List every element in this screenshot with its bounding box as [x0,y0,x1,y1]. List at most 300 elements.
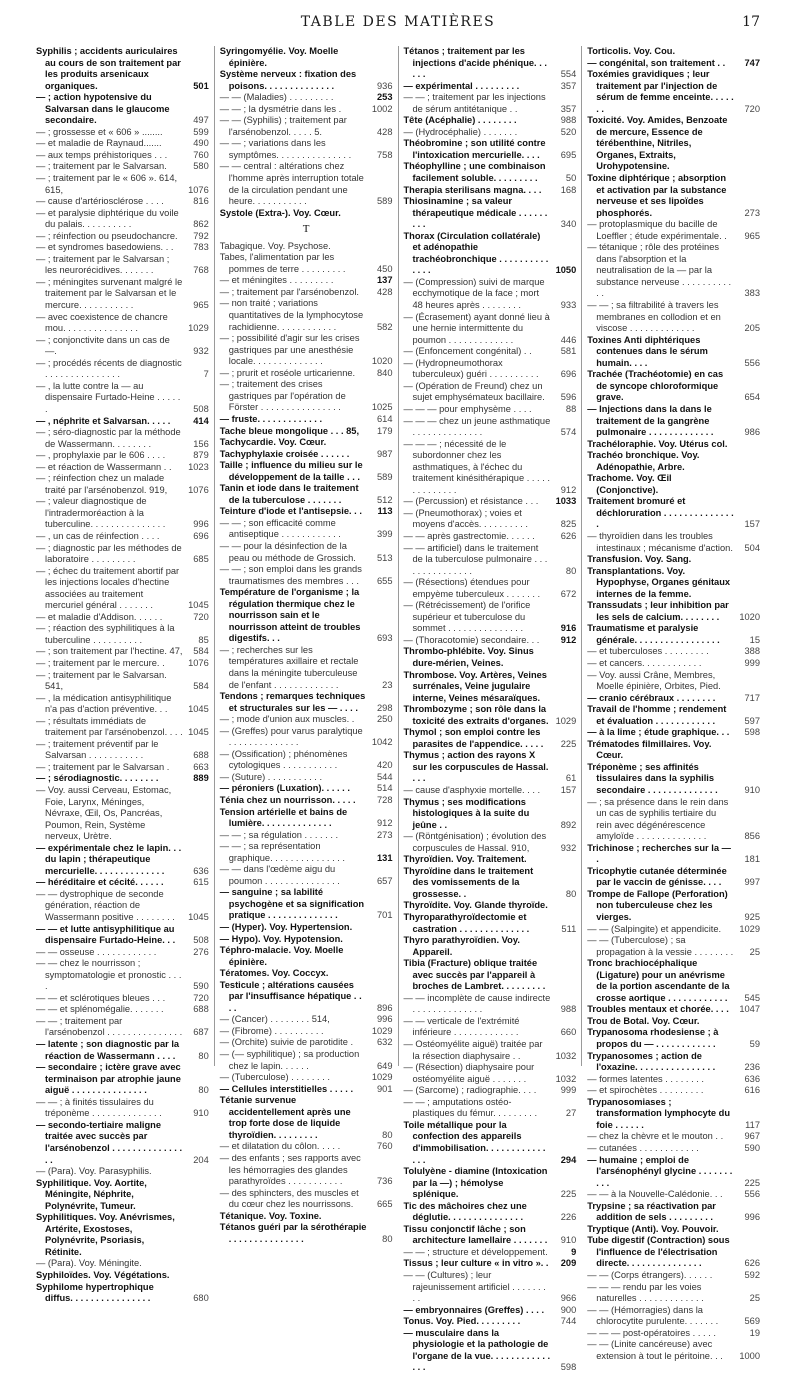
entry-page-number: 747 [744,57,760,68]
index-entry [404,531,577,543]
entry-page-number: 590 [744,1142,760,1153]
entry-page-number: 988 [560,115,577,126]
index-entry [36,773,209,785]
index-entry [36,161,209,173]
entry-page-number: 117 [745,1119,760,1130]
entry-text: Tache bleue mongolique . . . 85, [219,425,360,436]
index-entry [36,254,209,277]
index-entry [587,404,760,439]
index-entry [404,1328,577,1374]
index-entry [587,58,760,70]
entry-text: Syphiloïdes. Voy. Végétations. [36,1269,170,1280]
entry-page-number: 660 [560,1027,577,1038]
index-entry [36,924,209,947]
index-entry [36,947,209,959]
entry-text: — (Compression) suivi de marque ecchymotique de la face ; mort 48 heures après . . . . . . . . [403,276,545,311]
entry-page-number: 294 [560,1154,577,1165]
entry-text: Thrombose. Voy. Artères, Veines surrénales, Veine jugulaire interne, Veines mésaraïques. [403,669,547,703]
entry-page-number: 556 [744,1189,760,1200]
index-entry [220,587,393,645]
entry-page-number: 892 [560,819,577,830]
entry-page-number: 582 [376,321,393,332]
entry-page-number: 736 [376,1176,393,1187]
index-entry [587,843,760,866]
entry-page-number: 768 [193,265,209,276]
index-entry [404,416,577,439]
entry-text: — (Tuberculose) . . . . . . . . [219,1072,330,1083]
index-entry [220,645,393,691]
index-entry [36,1258,209,1270]
index-entry [220,1026,393,1038]
entry-text: — ; mode d'union aux muscles. . [219,714,355,725]
entry-text: — — pour la désinfection de la peau ou méthode de Grossich. [219,540,356,563]
index-entry [587,369,760,404]
index-entry [587,1143,760,1155]
entry-text: — Hypo). Voy. Hypotension. [219,933,343,944]
entry-text: Tétanie survenue accidentellement après une trop forte dose de liquide thyroïdien. . . . . . . . . [219,1095,351,1140]
entry-text: Tricophytie cutanée déterminée par le vaccin de génisse. . . . [587,865,727,888]
entry-text: — (Percussion) et résistance . . . [403,496,539,507]
entry-text: Travail de l'homme ; rendement et évaluation . . . . . . . . . . . . [587,704,727,726]
index-entry [404,1016,577,1039]
index-entry [587,935,760,958]
entry-page-number: 584 [193,646,209,657]
entry-page-number: 27 [565,1108,577,1119]
entry-text: — (Rétrécissement) de l'orifice supérieur et tuberculose du sommet . . . . . . . . . . . . . . . [403,600,531,634]
index-entry [220,1211,393,1223]
index-entry [220,980,393,1015]
entry-text: — latente ; son diagnostic par la réaction de Wassermann . . . . [36,1039,180,1061]
entry-page-number: 450 [376,263,393,274]
entry-text: Thiosinamine ; sa valeur thérapeutique médicale . . . . . . . . . [403,196,548,230]
index-entry [404,1085,577,1097]
entry-text: Thymol ; son emploi contre les parasites de l'appendice. . . . . [403,727,544,749]
entry-page-number: 420 [376,760,393,771]
entry-page-number: 225 [560,738,577,749]
entry-text: — — (Cultures) ; leur rajeunissement artificiel . . . . . . . . . [403,1269,546,1304]
entry-text: — formes latentes . . . . . . . . [587,1073,705,1084]
entry-page-number: 728 [376,795,393,805]
entry-page-number: 632 [376,1037,393,1048]
entry-text: — (Para). Voy. Méningite. [36,1258,142,1269]
index-entry [404,704,577,727]
entry-page-number: 226 [560,1212,577,1223]
entry-page-number: 545 [744,992,760,1003]
entry-text: Tendons ; remarques techniques et structurales sur les — . . . . [219,691,366,713]
entry-page-number: 996 [376,1014,393,1025]
entry-text: — tétanique ; rôle des protéines dans l'absorption et la neutralisation de la — par la substance nerveuse . . . . . . . . . . . . [587,242,732,299]
entry-page-number: 574 [560,427,577,438]
index-entry [220,714,393,726]
entry-page-number: 1025 [371,402,393,413]
section-letter: T [302,223,310,236]
index-entry [36,1062,209,1097]
index-entry [587,704,760,727]
entry-text: — — après gastrectomie. . . . . . [403,530,535,541]
entry-text: — ; échec du traitement abortif par les injections locales d'hectine associées au traitement mercuriel général . . . . . . . [36,565,180,611]
entry-page-number: 685 [193,554,209,565]
entry-page-number: 649 [376,1060,393,1071]
entry-page-number: 113 [377,506,393,517]
index-entry [404,854,577,866]
index-entry [404,993,577,1016]
entry-text: — — ; sa représentation graphique. . . . . . . . . . . . . . . [219,841,346,863]
entry-text: — — ; son emploi dans les grands traumatismes des membres . . . [219,564,362,586]
entry-text: — héréditaire et cécité. . . . . . [36,877,164,888]
entry-text: — ; son traitement par l'hectine. 47, [36,646,183,657]
index-entry [587,866,760,889]
index-entry [587,300,760,335]
index-entry [587,566,760,601]
entry-page-number: 792 [193,230,209,241]
index-entry [220,483,393,506]
index-entry [587,1051,760,1074]
index-entry [587,646,760,658]
entry-page-number: 1047 [739,1004,760,1015]
index-entry [36,496,209,531]
entry-page-number: 19 [749,1327,760,1338]
entry-page-number: 497 [193,115,209,126]
index-entry [220,449,393,461]
entry-text: Thrombozyme ; son rôle dans la toxicité des extraits d'organes. [403,704,549,726]
index-column-4 [581,46,760,1361]
index-entry [404,866,577,901]
entry-text: — (Hydrocéphalie) . . . . . . . [403,126,518,137]
entry-text: Téphro-malacie. Voy. Moelle épinière. [219,945,344,967]
index-entry [587,496,760,531]
entry-text: — et dilatation du côlon. . . . . [219,1141,341,1152]
entry-page-number: 80 [198,1050,209,1061]
entry-text: — secondo-tertiaire maligne traitée avec succès par l'arsénobenzol . . . . . . . . . . . . . . . . [36,1119,183,1165]
entry-text: — — ; à finités tissulaires du tréponème . . . . . . . . . . . . . . [36,1096,162,1119]
entry-text: Trachéo bronchique. Voy. Adénopathie, Arbre. [587,450,700,472]
entry-page-number: 15 [749,634,760,645]
entry-page-number: 61 [565,773,577,784]
index-entry [220,691,393,714]
entry-page-number: 720 [193,992,209,1003]
index-entry [587,1282,760,1305]
index-entry [36,623,209,646]
entry-page-number: 933 [560,300,577,311]
entry-text: Trompe de Fallope (Perforation) non tuberculeuse chez les vierges. [587,888,728,923]
entry-text: Traitement bromuré et déchloruration . . . . . . . . . . . . . . . [587,496,734,530]
entry-page-number: 383 [744,288,760,299]
entry-text: — et tuberculoses . . . . . . . . . [587,646,709,657]
entry-page-number: 1002 [371,103,393,114]
entry-text: — sanguine ; sa labilité psychogène et sa signification pratique . . . . . . . . . . . . . . [219,887,365,921]
entry-page-number: 840 [376,367,393,378]
index-entry [404,1120,577,1166]
entry-page-number: 157 [744,519,760,530]
index-entry [36,462,209,474]
index-entry [404,543,577,578]
entry-page-number: 428 [376,286,393,297]
entry-text: — (Thoracotomie) secondaire. . . [403,634,540,645]
entry-page-number: 744 [560,1316,577,1327]
index-entry [220,115,393,138]
index-entry [220,460,393,483]
index-columns [36,46,760,1373]
entry-text: — ; conjonctivite dans un cas de —. [36,334,170,357]
entry-text: — ; réaction des syphilitiques à la tuberculine . . . . . . . . . . [36,623,175,645]
entry-text: — et maladie d'Addison. . . . . . [36,611,163,622]
entry-page-number: 987 [376,448,393,459]
entry-page-number: 693 [376,633,393,644]
entry-text: — Voy. aussi Crâne, Membres, Moelle épinière, Orbites, Pied. [587,669,721,692]
index-entry [587,1270,760,1282]
entry-text: Thymus ; ses modifications histologiques à la suite du jeûne . . [403,796,530,830]
entry-page-number: 1029 [739,923,760,934]
index-entry [220,208,393,220]
entry-text: Température de l'organisme ; la régulation thermique chez le nourrisson sain et le nourrisson atteint de troubles digestifs. . . [219,587,361,644]
entry-text: — (Fibrome) . . . . . . . . . . [219,1025,324,1036]
entry-text: Syphilis ; accidents auriculaires au cours de son traitement par les produits arsenicaux organiques. [36,46,181,91]
entry-text: — musculaire dans la physiologie et la pathologie de l'organe de la vue. . . . . . . . . . . . . . . [403,1327,551,1373]
index-entry [587,1339,760,1362]
index-entry [36,543,209,566]
entry-page-number: 23 [382,679,393,690]
entry-text: Trachée (Trachéotomie) en cas de syncope chloroformique grave. [587,369,724,403]
entry-text: — , prophylaxie par le 606 . . . . [36,450,166,461]
index-entry [36,150,209,162]
entry-text: Tanin et iode dans le traitement de la tuberculose . . . . . . . [219,483,359,505]
entry-text: Syringomyélie. Voy. Moelle épinière. [219,46,339,68]
entry-page-number: 157 [560,785,577,795]
entry-page-number: 1032 [555,1073,577,1084]
entry-page-number: 80 [382,1129,393,1140]
entry-text: — (Greffes) pour varus paralytique . . . . . . . . . . . . . . [219,725,363,748]
index-entry [587,1027,760,1050]
index-entry [587,623,760,646]
entry-text: — thyroïdien dans les troubles intestinaux ; mécanisme d'action. [587,530,733,553]
entry-text: Thyroïdite. Voy. Glande thyroïde. [403,900,548,911]
entry-text: — fruste. . . . . . . . . . . . . [219,413,323,424]
entry-text: — Injections dans la dans le traitement de la gangrène pulmonaire . . . . . . . . . . . . . [587,403,714,438]
entry-page-number: 508 [193,403,209,414]
index-entry [587,693,760,705]
index-entry [587,1305,760,1328]
index-entry [220,92,393,104]
entry-page-number: 357 [560,103,577,114]
entry-page-number: 544 [376,771,393,782]
entry-text: — — dystrophique de seconde génération, réaction de Wassermann positive . . . . . . . . [36,888,175,923]
entry-page-number: 1020 [371,356,393,367]
entry-page-number: 205 [744,323,760,334]
entry-page-number: 179 [376,425,393,436]
index-column-2 [214,46,398,1244]
entry-text: — congénital, son traitement . . [587,57,726,68]
entry-page-number: 584 [193,681,209,692]
entry-text: — — osseuse . . . . . . . . . . . . [36,946,157,957]
index-entry [36,958,209,993]
entry-text: Trachéloraphie. Voy. Utérus col. [587,438,728,449]
index-entry [404,404,577,416]
index-entry [587,242,760,300]
index-entry [404,508,577,531]
entry-text: — — — rendu par les voies naturelles . . . . . . . . . . . . . [587,1281,704,1304]
index-entry [36,416,209,428]
entry-page-number: 253 [376,92,393,103]
entry-page-number: 59 [749,1039,760,1050]
entry-text: — — (Salpingite) et appendicite. [587,923,722,934]
entry-page-number: 717 [744,692,760,703]
entry-text: Toxine diphtérique ; absorption et activation par la substance nerveuse et ses lipoïdes phosphorés. [587,173,727,218]
index-entry [404,785,577,797]
entry-text: — ; réinfection chez un malade traité par l'arsénobenzol. 919, [36,473,168,495]
entry-text: Trachome. Voy. Œil (Conjonctive). [587,473,672,495]
entry-page-number: 80 [198,1085,209,1096]
entry-page-number: 910 [193,1108,209,1119]
entry-text: Tronc brachiocéphalique (Ligature) pour un anévrisme de la portion ascendante de la crosse aortique . . . . . . . . . . . . [587,958,730,1003]
entry-text: — et cancers. . . . . . . . . . . . [587,657,702,668]
entry-text: — chez la chèvre et le mouton . . [587,1131,724,1142]
index-entry [220,437,393,449]
index-entry [36,1178,209,1213]
entry-page-number: 965 [193,300,209,311]
index-entry [220,275,393,287]
entry-text: — ; traitement par le mercure. . [36,657,165,668]
entry-page-number: 25 [749,1293,760,1304]
index-entry [36,473,209,496]
entry-text: — — chez le nourrisson ; symptomatologie et pronostic . . . . [36,958,182,992]
index-entry [404,912,577,935]
index-entry [404,958,577,993]
index-entry [220,414,393,426]
index-entry [36,1212,209,1258]
entry-text: — et méningites . . . . . . . . . [219,275,334,286]
index-entry [404,381,577,404]
entry-text: — — ; structure et développement. [403,1246,548,1257]
entry-page-number: 597 [744,715,760,726]
index-entry [220,69,393,92]
index-entry [220,1014,393,1026]
index-entry [404,646,577,669]
entry-text: — (Opération de Freund) chez un sujet emphysémateux bacillaire. [403,380,545,403]
index-entry [36,1120,209,1166]
entry-page-number: 25 [749,946,760,957]
entry-text: — (Enfoncement congénital) . . [403,346,532,357]
entry-page-number: 554 [560,69,577,80]
entry-page-number: 879 [193,450,209,461]
entry-page-number: 614 [376,413,393,424]
page-header [36,14,760,36]
entry-text: Trypanosomes ; action de l'oxazine. . . . . . . . . . . . . . . . [587,1050,716,1073]
entry-page-number: 236 [744,1062,760,1073]
entry-page-number: 131 [376,852,393,863]
index-entry [404,670,577,705]
entry-page-number: 7 [203,369,209,380]
entry-page-number: 999 [560,1085,577,1096]
entry-text: — ; résultats immédiats de traitement par l'arsénobenzol. . . . [36,715,183,738]
entry-page-number: 1076 [188,657,209,668]
index-entry [36,658,209,670]
index-entry [220,1049,393,1072]
entry-text: Therapia sterilisans magna. . . . [403,184,542,195]
index-entry [36,381,209,416]
entry-text: — Voy. aussi Cerveau, Estomac, Foie, Larynx, Méninges, Névraxe, Œil, Os, Pancréas, Poumon, Rein, Système nerveux, Urètre. [36,785,172,842]
index-entry [220,934,393,946]
entry-text: — et paralysie diphtérique du voile du palais. . . . . . . . . . [36,207,179,230]
entry-text: — — — pour emphysème . . . . [403,403,532,414]
index-entry [36,1016,209,1039]
entry-text: — ; sa présence dans le rein dans un cas de syphilis tertiaire du rein avec dégénérescence amyloïde . . . . . . . . . . . . . . [587,796,729,842]
index-entry [36,208,209,231]
entry-page-number: 916 [560,623,577,634]
entry-text: — ; valeur diagnostique de l'intradermoréaction à la tuberculine. . . . . . . . . . . . . . . [36,496,166,530]
entry-page-number: 965 [744,230,760,241]
index-entry [587,1004,760,1016]
index-entry [587,450,760,473]
index-entry [220,1188,393,1211]
page-number: 17 [742,14,760,30]
entry-text: — — et lutte antisyphilitique au dispensaire Furtado-Heine. . . [36,923,176,946]
entry-page-number: 589 [376,471,393,482]
entry-page-number: 758 [376,149,393,160]
index-entry [587,219,760,242]
entry-page-number: 997 [744,877,760,888]
index-entry [36,242,209,254]
entry-page-number: 936 [376,80,393,91]
entry-page-number: 912 [376,818,393,829]
entry-page-number: 340 [560,219,577,230]
entry-text: Tétanique. Voy. Toxine. [219,1210,322,1221]
index-entry [36,358,209,381]
entry-page-number: 598 [560,1362,577,1373]
index-entry [587,554,760,566]
entry-page-number: 556 [744,357,760,368]
entry-text: Trématodes filmillaires. Voy. Cœur. [587,738,712,761]
entry-text: Tic des mâchoires chez une déglutie. . . . . . . . . . . . . . . [403,1200,527,1223]
entry-page-number: 88 [565,403,577,414]
index-entry [220,241,393,253]
index-entry [587,1155,760,1190]
entry-text: — ; sérodiagnostic. . . . . . . . [36,773,159,784]
entry-text: Troubles mentaux et chorée. . . . [587,1004,729,1015]
entry-page-number: 1045 [188,912,209,923]
entry-text: — (Hyper). Voy. Hypertension. [219,922,353,933]
entry-text: — embryonnaires (Greffes) . . . . [403,1304,545,1315]
entry-text: Trou de Botal. Voy. Cœur. [587,1015,700,1026]
entry-text: — — ; traitement par l'arsénobenzol . . . . . . . . . . . . . . . [36,1015,183,1038]
entry-text: — (Sarcome) ; radiographie. . . . [403,1085,537,1096]
index-entry [220,807,393,830]
index-entry [404,1270,577,1305]
index-entry [404,46,577,81]
entry-page-number: 209 [560,1258,577,1269]
index-entry [404,831,577,854]
entry-text: — (— syphilitique) ; sa production chez le lapin. . . . . . [219,1049,360,1071]
index-entry [587,958,760,1004]
index-entry [36,312,209,335]
index-entry [36,196,209,208]
entry-page-number: 760 [193,149,209,160]
entry-page-number: 592 [744,1269,760,1280]
index-entry [587,600,760,623]
entry-text: Tolulyène - diamine (Intoxication par la —) ; hémolyse splénique. [403,1166,548,1200]
index-entry [587,924,760,936]
index-column-3 [398,46,582,1373]
entry-page-number: 996 [193,519,209,530]
entry-page-number: 901 [376,1083,393,1094]
entry-page-number: 626 [744,1258,760,1269]
entry-text: — (Résections) étendues pour empyème tuberculeux . . . . . . . [403,577,541,599]
entry-text: — non traité ; variations quantitatives de la lymphocytose rachidienne. . . . . . . . . . . . [219,298,364,332]
index-entry [404,1166,577,1201]
index-entry [220,726,393,749]
entry-text: — — artificiel) dans le traitement de la tuberculose pulmonaire . . . . . . . . . . . . . . . [403,542,548,576]
index-entry [404,185,577,197]
entry-page-number: 1020 [739,611,760,622]
